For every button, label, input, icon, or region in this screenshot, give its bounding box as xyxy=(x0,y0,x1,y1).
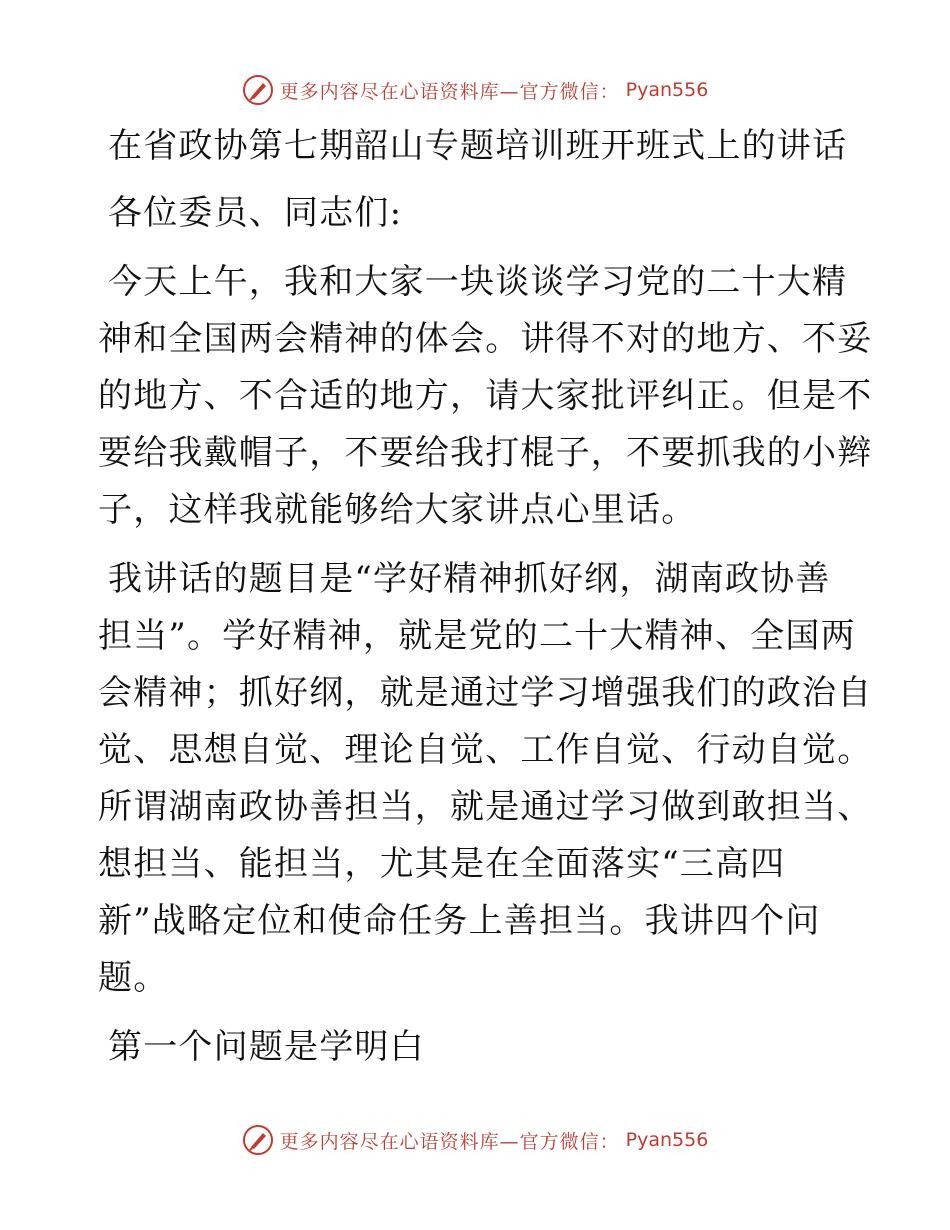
watermark-text: 更多内容尽在心语资料库—官方微信： xyxy=(279,1130,620,1153)
paragraph-line: 想担当、能担当，尤其是在全面落实“三高四 xyxy=(98,844,786,884)
salutation: 各位委员、同志们: xyxy=(108,193,403,233)
paragraph-line: 神和全国两会精神的体会。讲得不对的地方、不妥 xyxy=(98,319,873,359)
paragraph-line: 的地方、不合适的地方，请大家批评纠正。但是不 xyxy=(98,376,873,416)
quill-logo-icon xyxy=(242,1124,274,1156)
paragraph-line: 要给我戴帽子，不要给我打棍子，不要抓我的小辫 xyxy=(98,433,873,473)
document-title: 在省政协第七期韶山专题培训班开班式上的讲话 xyxy=(108,126,848,166)
paragraph-line: 今天上午，我和大家一块谈谈学习党的二十大精 xyxy=(108,262,848,302)
paragraph-line: 我讲话的题目是“学好精神抓好纲，湖南政协善 xyxy=(108,559,831,599)
document-body xyxy=(98,118,873,1076)
paragraph-line: 题。 xyxy=(98,958,169,998)
paragraph-line: 所谓湖南政协善担当，就是通过学习做到敢担当、 xyxy=(98,787,873,827)
section-heading: 第一个问题是学明白 xyxy=(108,1027,425,1067)
quill-logo-icon xyxy=(242,74,274,106)
watermark-text: 更多内容尽在心语资料库—官方微信： xyxy=(279,80,620,103)
paragraph-line: 子，这样我就能够给大家讲点心里话。 xyxy=(98,490,697,530)
paragraph-line: 会精神；抓好纲，就是通过学习增强我们的政治自 xyxy=(98,673,873,713)
watermark-id: Pyan556 xyxy=(625,79,709,101)
header-watermark xyxy=(0,72,950,108)
paragraph-line: 新”战略定位和使命任务上善担当。我讲四个问 xyxy=(98,901,821,941)
paragraph-2 xyxy=(98,551,873,1007)
paragraph-line: 觉、思想自觉、理论自觉、工作自觉、行动自觉。 xyxy=(98,730,873,770)
paragraph-line: 担当”。学好精神，就是党的二十大精神、全国两 xyxy=(98,616,856,656)
watermark-id: Pyan556 xyxy=(625,1129,709,1151)
footer-watermark xyxy=(0,1122,950,1158)
paragraph-1 xyxy=(98,254,873,539)
